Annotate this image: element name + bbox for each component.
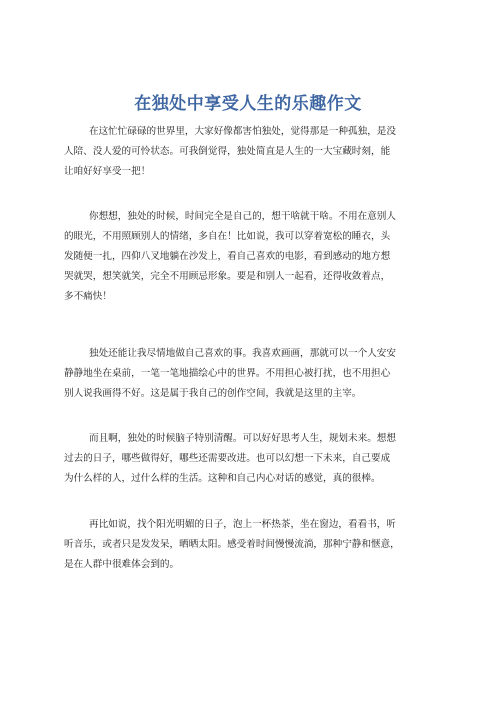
paragraph-line: 在这忙忙碌碌的世界里，大家好像都害怕独处，觉得那是一种孤独，是没: [89, 126, 396, 137]
paragraph-line: 发随便一扎，四仰八叉地躺在沙发上，看自己喜欢的电影，看到感动的地方想: [64, 251, 391, 262]
paragraph-line: 为什么样的人，过什么样的生活。这种和自己内心对话的感觉，真的很棒。: [64, 473, 381, 484]
paragraph-2: [64, 207, 434, 307]
paragraph-line: 的眼光，不用照顾别人的情绪，多自在！比如说，我可以穿着宽松的睡衣，头: [64, 231, 391, 242]
paragraph-line: 人陪、没人爱的可怜状态。可我倒觉得，独处简直是人生的一大宝藏时刻，能: [64, 146, 391, 157]
paragraph-line: 独处还能让我尽情地做自己喜欢的事。我喜欢画画，那就可以一个人安安: [89, 348, 396, 359]
paragraph-line: 再比如说，找个阳光明媚的日子，泡上一杯热茶，坐在窗边，看看书，听: [89, 519, 396, 530]
paragraph-line: 别人说我画得不好。这是属于我自己的创作空间，我就是这里的主宰。: [64, 388, 362, 399]
paragraph-4: [64, 429, 434, 489]
paragraph-3: [64, 344, 434, 404]
paragraph-line: 让咱好好享受一把！: [64, 166, 151, 177]
paragraph-line: 你想想，独处的时候，时间完全是自己的，想干啥就干啥。不用在意别人: [89, 211, 396, 222]
paragraph-line: 静静地坐在桌前，一笔一笔地描绘心中的世界。不用担心被打扰，也不用担心: [64, 368, 391, 379]
paragraph-line: 哭就哭，想笑就笑，完全不用顾忌形象。要是和别人一起看，还得收敛着点，: [64, 271, 391, 282]
paragraph-line: 是在人群中很难体会到的。: [64, 559, 180, 570]
paragraph-line: 多不痛快！: [64, 291, 112, 302]
paragraph-5: [64, 515, 434, 575]
document-title: 在独处中享受人生的乐趣作文: [134, 94, 362, 114]
paragraph-line: 听音乐，或者只是发发呆，晒晒太阳。感受着时间慢慢流淌，那种宁静和惬意，: [64, 539, 400, 550]
paragraph-1: [64, 122, 434, 182]
paragraph-line: 而且啊，独处的时候脑子特别清醒。可以好好思考人生，规划未来。想想: [89, 433, 396, 444]
paragraph-line: 过去的日子，哪些做得好，哪些还需要改进。也可以幻想一下未来，自己要成: [64, 453, 391, 464]
